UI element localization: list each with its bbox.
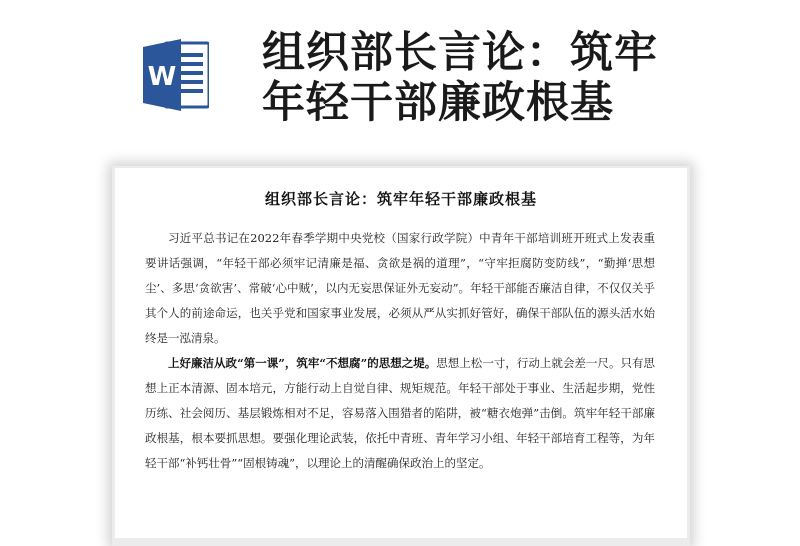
paragraph-2 [145,351,655,476]
header-title-line2: 年轻干部廉政根基 [262,78,614,128]
paragraph-1: 习近平总书记在2022年春季学期中央党校（国家行政学院）中青年干部培训班开班式上发表重要讲话强调，“年轻干部必须牢记清廉是福、贪欲是祸的道理”，“守牢拒腐防变防线”，“勤掸‘思想尘’、多思‘贪欲害’、常破‘心中贼’，以内无妄思保证外无妄动”。年轻干部能否廉洁自律，不仅仅关乎其个人的前途命运，也关乎党和国家事业发展，必须从严从实抓好管好，确保干部队伍的源头活水始终是一泓清泉。 [145,231,655,345]
header-title [262,28,732,128]
document-title: 组织部长言论：筑牢年轻干部廉政根基 [264,190,537,208]
svg-text:W: W [147,62,177,92]
paragraph-2-lead: 上好廉洁从政“第一课”，筑牢“不想腐”的思想之堤。 [168,356,437,370]
word-icon [143,37,209,113]
document-body [145,226,655,476]
header-banner [0,0,800,140]
document-page [115,168,687,538]
header-title-line1: 组织部长言论：筑牢 [262,28,658,78]
paragraph-2-text: 思想上松一寸，行动上就会差一尺。只有思想上正本清源、固本培元，方能行动上自觉自律、规矩规范。年轻干部处于事业、生活起步期，党性历练、社会阅历、基层锻炼相对不足，容易落入围猎者的陷阱，被“糖衣炮弹”击倒。筑牢年轻干部廉政根基，根本要抓思想。要强化理论武装，依托中青班、青年学习小组、年轻干部培育工程等，为年轻干部“补钙壮骨”“固根铸魂”，以理论上的清醒确保政治上的坚定。 [145,356,655,470]
